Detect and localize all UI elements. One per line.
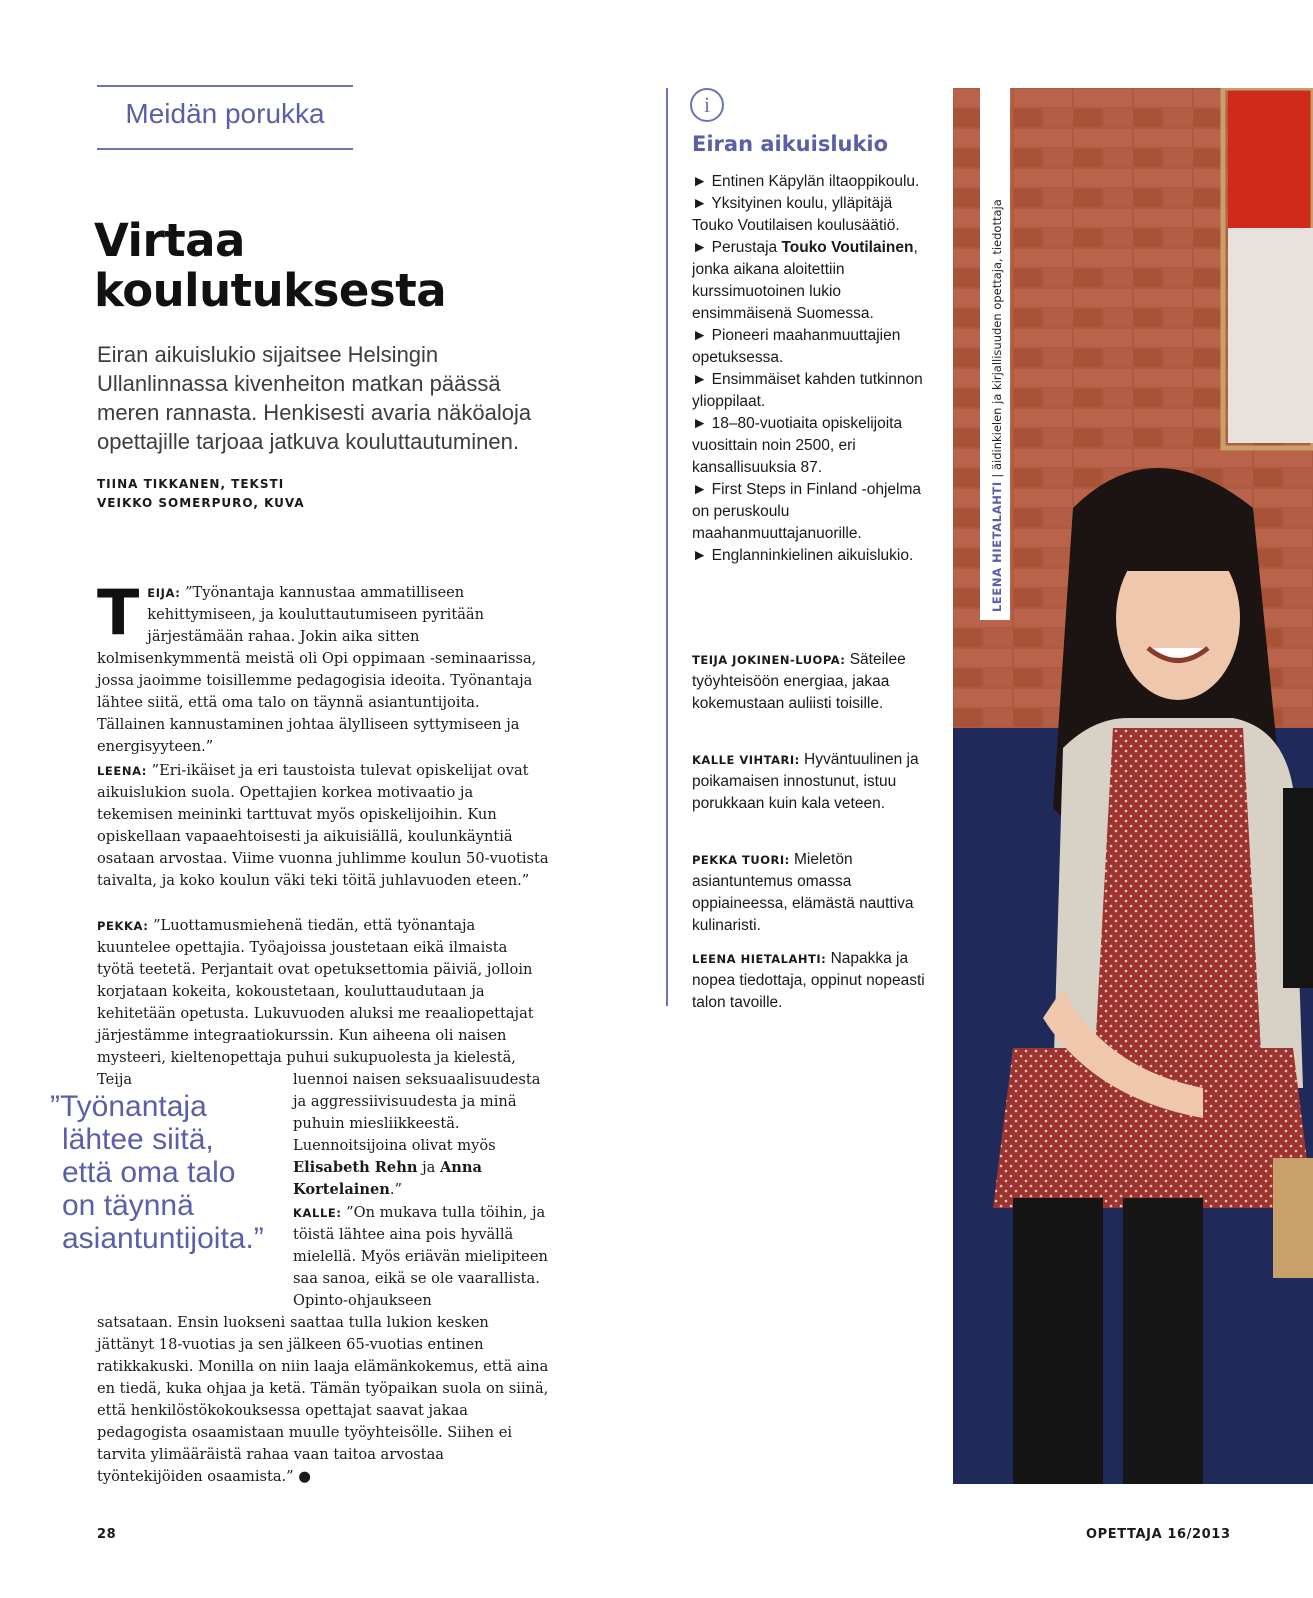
photo-caption-name: LEENA HIETALAHTI bbox=[990, 481, 1004, 612]
closing-quote: .” bbox=[389, 1181, 402, 1198]
photo-caption bbox=[980, 88, 1010, 620]
photo-caption-separator: | bbox=[990, 470, 1004, 482]
info-person-name: TEIJA JOKINEN-LUOPA: bbox=[692, 653, 846, 667]
credit-text: TIINA TIKKANEN, TEKSTI bbox=[97, 477, 285, 491]
speaker-label: EIJA: bbox=[147, 586, 181, 600]
speaker-label: LEENA: bbox=[97, 764, 147, 778]
info-box-title: Eiran aikuislukio bbox=[692, 132, 889, 156]
photo-caption-text bbox=[990, 92, 1004, 612]
person-name: Anna Kortelainen bbox=[293, 1159, 482, 1198]
info-person-name: LEENA HIETALAHTI: bbox=[692, 952, 827, 966]
info-fact bbox=[692, 237, 928, 325]
body-paragraph-kalle bbox=[293, 1202, 549, 1312]
pull-quote-line: on täynnä bbox=[62, 1189, 194, 1222]
section-rule-bottom bbox=[97, 148, 353, 150]
conjunction: ja bbox=[422, 1159, 436, 1176]
info-fact: ► Englanninkielinen aikuislukio. bbox=[692, 547, 914, 564]
info-person-text: Säteilee työyhteisöön energiaa, jakaa kokemustaan auliisti toisille. bbox=[692, 651, 906, 712]
pull-quote-line: että oma talo bbox=[62, 1156, 236, 1189]
photo-caption-role: äidinkielen ja kirjallisuuden opettaja, tiedottaja bbox=[990, 199, 1004, 471]
drop-cap: T bbox=[97, 576, 140, 649]
magazine-issue: OPETTAJA 16/2013 bbox=[1086, 1527, 1231, 1542]
info-fact-text: , jonka aikana aloitettiin kurssimuotoinen lukio ensimmäisenä Suomessa. bbox=[692, 239, 918, 322]
paragraph-text: ”Luottamusmiehenä tiedän, että työnantaja kuuntelee opettajia. Työajoissa joustetaan eikä ilmaista työtä teetetä. Perjantait ovat opetuksettomia päiviä, jolloin korjataan kokeita, kokoustetaan, kouluttaudutaan ja kehitetään opetusta. Lukuvuoden aluksi me reaaliopettajat järjestämme integraatiokurssin. Kun aiheena oli naisen mysteeri, kieltenopettaja puhui sukupuolesta ja kielestä, Teija bbox=[97, 917, 534, 1088]
page-number: 28 bbox=[97, 1527, 117, 1542]
headline-line-1: Virtaa bbox=[94, 214, 245, 267]
info-fact-name: Touko Voutilainen bbox=[781, 239, 914, 256]
speaker-label: PEKKA: bbox=[97, 919, 149, 933]
pull-quote-line: lähtee siitä, bbox=[62, 1123, 214, 1156]
info-fact: ► Ensimmäiset kahden tutkinnon ylioppilaat. bbox=[692, 371, 923, 410]
credit-photo: VEIKKO SOMERPURO, KUVA bbox=[97, 496, 305, 510]
headline bbox=[94, 216, 554, 316]
body-paragraph-kalle-continued bbox=[97, 1312, 549, 1488]
info-person-text: Hyväntuulinen ja poikamaisen innostunut, istuu porukkaan kuin kala veteen. bbox=[692, 751, 919, 812]
body-paragraph-teija bbox=[97, 576, 549, 758]
info-person-leena bbox=[692, 948, 928, 1014]
end-mark: ● bbox=[298, 1468, 312, 1485]
info-facts-list bbox=[692, 171, 928, 567]
headline-line-2: koulutuksesta bbox=[94, 264, 447, 317]
lead-paragraph: Eiran aikuislukio sijaitsee Helsingin Ullanlinnassa kivenheiton matkan päässä meren rannasta. Henkisesti avaria näköaloja opettajille tarjoaa jatkuva kouluttautuminen. bbox=[97, 342, 532, 454]
info-person-teija bbox=[692, 649, 928, 715]
info-person-text: Mieletön asiantuntemus omassa oppiaineessa, elämästä nauttiva kulinaristi. bbox=[692, 851, 914, 934]
info-fact: ► Yksityinen koulu, ylläpitäjä Touko Voutilaisen koulusäätiö. bbox=[692, 195, 900, 234]
info-person-name: KALLE VIHTARI: bbox=[692, 753, 800, 767]
pull-quote-line: asiantuntijoita.” bbox=[62, 1222, 264, 1255]
info-person-text: Napakka ja nopea tiedottaja, oppinut nopeasti talon tavoille. bbox=[692, 950, 925, 1011]
info-person-kalle bbox=[692, 749, 928, 815]
person-name: Elisabeth Rehn bbox=[293, 1159, 418, 1176]
speaker-label: KALLE: bbox=[293, 1206, 342, 1220]
info-person-name: PEKKA TUORI: bbox=[692, 853, 790, 867]
paragraph-text: satsataan. Ensin luokseni saattaa tulla lukion kesken jättänyt 18-vuotias ja sen jälkeen 65-vuotias entinen ratikkakuski. Monilla on niin laaja elämänkokemus, että aina en tiedä, kuka ohjaa ja ketä. Tämän työpaikan suola on siinä, että henkilöstökokouksessa opettajat saavat jakaa pedagogista osaamistaan muulle työyhteisölle. Siihen ei tarvita ylimääräistä rahaa vaan taitoa arvostaa työntekijöiden osaamista.” bbox=[97, 1314, 549, 1485]
info-fact: ► Pioneeri maahanmuuttajien opetuksessa. bbox=[692, 327, 901, 366]
body-paragraph-pekka-continued bbox=[293, 1069, 549, 1201]
pull-quote-line: ”Työnantaja bbox=[50, 1090, 207, 1123]
info-fact-text: ► Perustaja bbox=[692, 239, 782, 256]
body-paragraph-leena bbox=[97, 760, 549, 892]
info-fact: ► 18–80-vuotiaita opiskelijoita vuosittain noin 2500, eri kansallisuuksia 87. bbox=[692, 415, 903, 476]
paragraph-text: luennoi naisen seksuaalisuudesta ja aggressiivisuudesta ja minä puhuin miesliikkeestä. Luennoitsijoina olivat myös bbox=[293, 1071, 541, 1154]
info-fact: ► Entinen Käpylän iltaoppikoulu. bbox=[692, 173, 920, 190]
body-paragraph-pekka bbox=[97, 915, 549, 1091]
paragraph-text: ”Eri-ikäiset ja eri taustoista tulevat opiskelijat ovat aikuislukion suola. Opettajien korkea motivaatio ja tekemisen meininki tarttuvat myös opiskelijoihin. Kun opiskellaan vapaaehtoisesti ja aikuisiällä, koulunkäyntiä osataan arvostaa. Viime vuonna juhlimme koulun 50-vuotista taivalta, ja koko koulun väki teki töitä juhlavuoden eteen.” bbox=[97, 762, 549, 889]
pull-quote bbox=[50, 1090, 285, 1255]
info-person-pekka bbox=[692, 849, 928, 937]
info-icon: i bbox=[690, 88, 724, 122]
section-label: Meidän porukka bbox=[125, 98, 325, 129]
paragraph-text: ”Työnantaja kannustaa ammatilliseen kehittymiseen, ja kouluttautumiseen pyritään järjestämään rahaa. Jokin aika sitten kolmisenkymmentä meistä oli Opi oppimaan -seminaarissa, jossa jaoimme toisillemme pedagogisia ideoita. Työnantaja lähtee siitä, että oma talo on täynnä asiantuntijoita. Tällainen kannustaminen johtaa älylliseen syttymiseen ja energisyyteen.” bbox=[97, 584, 537, 755]
info-box-rule bbox=[666, 88, 668, 1006]
section-rule-top bbox=[97, 85, 353, 87]
info-fact: ► First Steps in Finland -ohjelma on peruskoulu maahanmuuttajanuorille. bbox=[692, 481, 921, 542]
paragraph-text: ”On mukava tulla töihin, ja töistä lähtee aina pois hyvällä mielellä. Myös eriävän mielipiteen saa sanoa, eikä se ole vaarallista. Opinto-ohjaukseen bbox=[293, 1204, 548, 1309]
